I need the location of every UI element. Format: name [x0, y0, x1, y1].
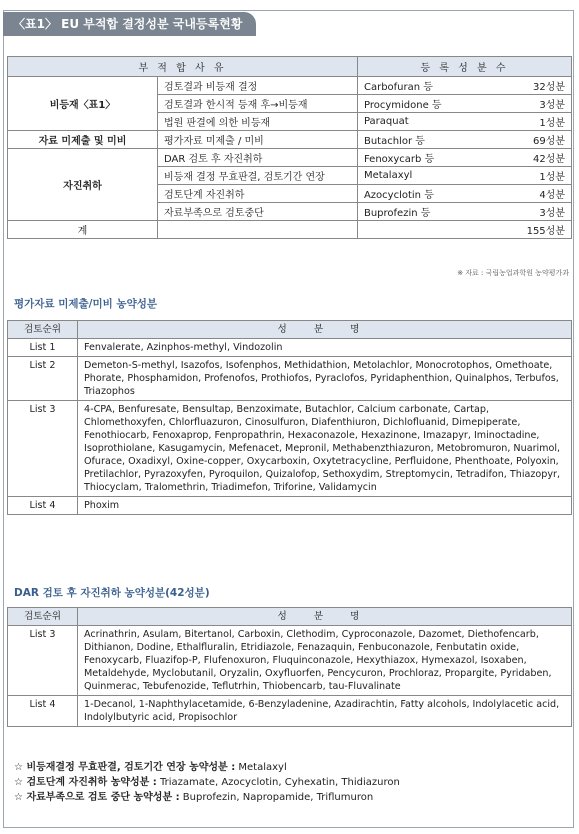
footnote: [14, 775, 400, 790]
list-compounds: Acrinathrin, Asulam, Bitertanol, Carboxin, Clethodim, Cyproconazole, Dazomet, Diethofencarb, Dithianon, Dodine, Ethalfluralin, Etridiazole, Fenazaquin, Fenbuconazole, Fenbutatin oxide, Fenoxycarb, Fluazifop-P, Flufenoxuron, Fluquinconazole, Hexythiazox, Hymexazol, Isoxaben, Metaldehyde, Myclobutanil, Oryzalin, Oxyfluorfen, Pencycuron, Prochloraz, Propargite, Pyridaben, Quinmerac, Tebufenozide, Teflutrhin, Thiobencarb, tau-Fluvalinate: [78, 626, 572, 696]
list-compounds: 4-CPA, Benfuresate, Bensultap, Benzoximate, Butachlor, Calcium carbonate, Cartap, Chlomethoxyfen, Chlorfluazuron, Cinosulfuron, Diafenthiuron, Dichlofluanid, Dimepiperate, Fenothiocarb, Fenoxaprop, Fenpropathrin, Hexaconazole, Hexazinone, Imazapyr, Iminoctadine, Isoprothiolane, Kasugamycin, Mefenacet, Mepronil, Methabenzthiazuron, Metobromuron, Nuarimol, Ofurace, Oxadixyl, Oxine-copper, Oxycarboxin, Oxytetracycline, Perfluidone, Phenthoate, Polyoxin, Pretilachlor, Pyrazoxyfen, Pyroquilon, Quizalofop, Sethoxydim, Streptomycin, Tetradifon, Thiazopyr, Thiocyclam, Tralomethrin, Triadimefon, Triforine, Validamycin: [78, 401, 572, 497]
count-cell: 3성분: [494, 95, 571, 113]
dar-withdrawn-table: [7, 607, 572, 727]
reason-cell: 법원 판결에 의한 비등재: [158, 113, 358, 131]
list-label: List 4: [8, 696, 78, 727]
footnotes: [14, 760, 400, 805]
footnote-text: Triazamate, Azocyclotin, Cyhexatin, Thidiazuron: [156, 777, 400, 788]
header-rank: 검토순위: [8, 608, 78, 626]
header-names: 성 분 명: [78, 608, 572, 626]
source-note: ※ 자료 : 국립농업과학원 농약평가과: [457, 269, 569, 277]
list-label: List 4: [8, 497, 78, 515]
compound-cell: Paraquat: [357, 113, 494, 131]
registration-table: [7, 56, 572, 239]
list-label: List 3: [8, 626, 78, 696]
compound-cell: Fenoxycarb 등: [357, 149, 494, 167]
count-cell: 4성분: [494, 185, 571, 203]
compound-cell: Procymidone 등: [357, 95, 494, 113]
compound-cell: Buprofezin 등: [357, 203, 494, 221]
compound-cell: Azocyclotin 등: [357, 185, 494, 203]
count-cell: 3성분: [494, 203, 571, 221]
list-compounds: 1-Decanol, 1-Naphthylacetamide, 6-Benzyladenine, Azadirachtin, Fatty alcohols, Indolylacetic acid, Indolylbutyric acid, Propisochlor: [78, 696, 572, 727]
unsubmitted-table: [7, 320, 572, 515]
compound-cell: Metalaxyl: [357, 167, 494, 185]
reason-cell: 비등재 결정 무효판결, 검토기간 연장: [158, 167, 358, 185]
section-title-unsubmitted: 평가자료 미제출/미비 농약성분: [14, 298, 158, 310]
footnote: [14, 760, 400, 775]
header-reason: 부 적 합 사 유: [8, 57, 358, 77]
table-title: 〈표1〉 EU 부적합 결정성분 국내등록현황: [3, 12, 256, 36]
header-names: 성 분 명: [78, 321, 572, 339]
count-cell: 1성분: [494, 113, 571, 131]
footnote-label: ☆ 비등재결정 무효판결, 검토기간 연장 농약성분 :: [14, 762, 236, 773]
count-cell: 42성분: [494, 149, 571, 167]
reason-cell: 검토결과 한시적 등재 후→비등재: [158, 95, 358, 113]
footnote: [14, 790, 400, 805]
list-label: List 1: [8, 339, 78, 357]
reason-cell: 검토결과 비등재 결정: [158, 77, 358, 95]
footnote-label: ☆ 검토단계 자진취하 농약성분 :: [14, 777, 157, 788]
reason-cell: DAR 검토 후 자진취하: [158, 149, 358, 167]
total-count: 155성분: [494, 221, 571, 239]
list-compounds: Demeton-S-methyl, Isazofos, Isofenphos, Methidathion, Metolachlor, Monocrotophos, Omethoate, Phorate, Phosphamidon, Profenofos, Prothiofos, Pyraclofos, Pyridaphenthion, Quinalphos, Terbufos, Triazophos: [78, 357, 572, 401]
category-cell: 비등재〈표1〉: [8, 77, 158, 131]
section-title-dar: DAR 검토 후 자진취하 농약성분(42성분): [14, 587, 210, 599]
header-registered: 등 록 성 분 수: [357, 57, 571, 77]
header-rank: 검토순위: [8, 321, 78, 339]
reason-cell: 평가자료 미제출 / 미비: [158, 131, 358, 149]
category-cell: 자료 미제출 및 미비: [8, 131, 158, 149]
count-cell: 1성분: [494, 167, 571, 185]
reason-cell: 자료부족으로 검토중단: [158, 203, 358, 221]
list-compounds: Phoxim: [78, 497, 572, 515]
category-cell: 자진취하: [8, 149, 158, 221]
list-compounds: Fenvalerate, Azinphos-methyl, Vindozolin: [78, 339, 572, 357]
list-label: List 2: [8, 357, 78, 401]
list-label: List 3: [8, 401, 78, 497]
footnote-text: Metalaxyl: [235, 762, 287, 773]
footnote-label: ☆ 자료부족으로 검토 중단 농약성분 :: [14, 792, 180, 803]
compound-cell: Carbofuran 등: [357, 77, 494, 95]
count-cell: 69성분: [494, 131, 571, 149]
count-cell: 32성분: [494, 77, 571, 95]
footnote-text: Buprofezin, Napropamide, Triflumuron: [179, 792, 374, 803]
total-empty-cell: [357, 221, 494, 239]
reason-cell: 검토단계 자진취하: [158, 185, 358, 203]
compound-cell: Butachlor 등: [357, 131, 494, 149]
total-empty-cell: [158, 221, 358, 239]
total-label: 계: [8, 221, 158, 239]
